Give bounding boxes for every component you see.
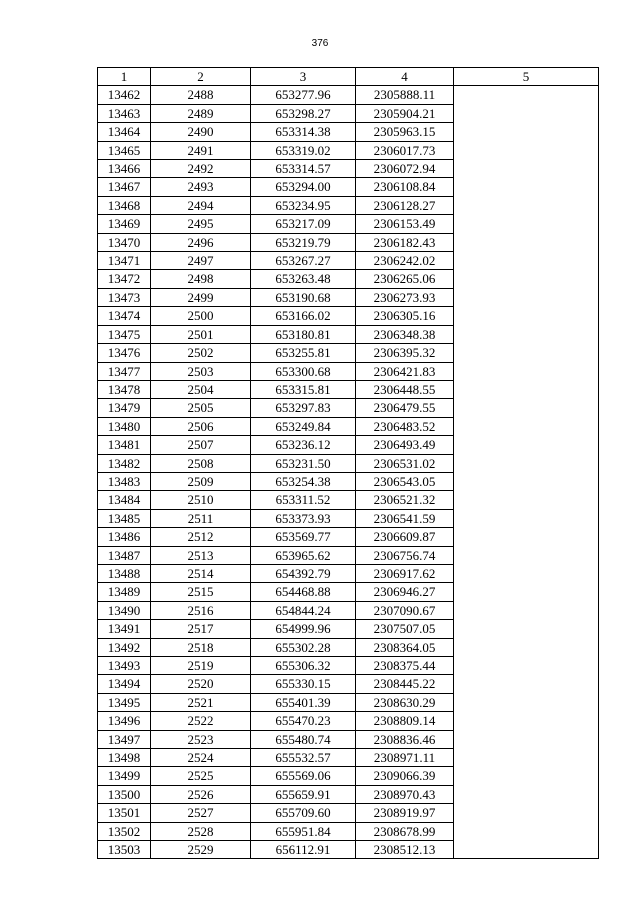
table-cell: 2522 (151, 712, 251, 730)
table-cell: 2512 (151, 528, 251, 546)
table-cell: 653569.77 (251, 528, 356, 546)
table-cell: 2524 (151, 749, 251, 767)
table-cell: 2518 (151, 638, 251, 656)
coordinates-table (97, 67, 599, 859)
table-cell: 13466 (98, 160, 151, 178)
table-cell: 655302.28 (251, 638, 356, 656)
table-cell: 2490 (151, 123, 251, 141)
table-cell: 2306541.59 (356, 509, 454, 527)
table-cell: 654844.24 (251, 601, 356, 619)
table-cell: 2306265.06 (356, 270, 454, 288)
table-cell: 13498 (98, 749, 151, 767)
table-cell: 2305904.21 (356, 104, 454, 122)
table-cell: 13489 (98, 583, 151, 601)
table-cell: 653314.38 (251, 123, 356, 141)
table-cell: 2491 (151, 141, 251, 159)
table-cell: 2527 (151, 804, 251, 822)
table-cell: 2514 (151, 564, 251, 582)
table-cell: 13465 (98, 141, 151, 159)
table-cell: 2306483.52 (356, 417, 454, 435)
table-cell: 2306128.27 (356, 196, 454, 214)
table-cell: 13493 (98, 657, 151, 675)
table-cell: 2528 (151, 822, 251, 840)
table-cell: 2306305.16 (356, 307, 454, 325)
table-cell: 653319.02 (251, 141, 356, 159)
table-cell: 2306108.84 (356, 178, 454, 196)
table-cell: 13486 (98, 528, 151, 546)
table-cell: 655470.23 (251, 712, 356, 730)
table-cell: 13497 (98, 730, 151, 748)
table-cell: 653314.57 (251, 160, 356, 178)
table-cell: 2520 (151, 675, 251, 693)
table-cell: 13483 (98, 472, 151, 490)
table-cell: 2308836.46 (356, 730, 454, 748)
column-header: 2 (151, 68, 251, 86)
table-cell: 655951.84 (251, 822, 356, 840)
table-cell: 13503 (98, 841, 151, 859)
table-cell: 653298.27 (251, 104, 356, 122)
column-header: 1 (98, 68, 151, 86)
table-cell: 2501 (151, 325, 251, 343)
table-cell: 13475 (98, 325, 151, 343)
table-cell: 653311.52 (251, 491, 356, 509)
table-cell: 653300.68 (251, 362, 356, 380)
column-header: 4 (356, 68, 454, 86)
table-cell: 653190.68 (251, 288, 356, 306)
table-cell: 13472 (98, 270, 151, 288)
table-cell: 653236.12 (251, 436, 356, 454)
table-cell: 2521 (151, 693, 251, 711)
table-cell: 2306521.32 (356, 491, 454, 509)
table-cell: 13502 (98, 822, 151, 840)
table-cell: 654468.88 (251, 583, 356, 601)
table-cell: 655306.32 (251, 657, 356, 675)
table-cell: 653294.00 (251, 178, 356, 196)
table-row (98, 86, 599, 104)
table-cell: 653373.93 (251, 509, 356, 527)
table-cell: 2308971.11 (356, 749, 454, 767)
table-cell: 13480 (98, 417, 151, 435)
table-cell: 13479 (98, 399, 151, 417)
table-cell: 13487 (98, 546, 151, 564)
table-cell: 653166.02 (251, 307, 356, 325)
table-cell: 2306479.55 (356, 399, 454, 417)
table-cell: 2495 (151, 215, 251, 233)
table-cell: 2306609.87 (356, 528, 454, 546)
table-cell: 2306242.02 (356, 252, 454, 270)
table-cell: 656112.91 (251, 841, 356, 859)
table-cell: 653180.81 (251, 325, 356, 343)
table-cell: 2503 (151, 362, 251, 380)
table-cell: 2306543.05 (356, 472, 454, 490)
table-cell: 2511 (151, 509, 251, 527)
table-cell: 655330.15 (251, 675, 356, 693)
table-cell: 2306448.55 (356, 380, 454, 398)
table-cell: 2308809.14 (356, 712, 454, 730)
table-cell: 2509 (151, 472, 251, 490)
table-cell: 653277.96 (251, 86, 356, 104)
table-cell: 2306153.49 (356, 215, 454, 233)
table-cell: 13471 (98, 252, 151, 270)
column-header: 3 (251, 68, 356, 86)
table-cell: 2525 (151, 767, 251, 785)
table-cell: 13494 (98, 675, 151, 693)
table-cell: 2307090.67 (356, 601, 454, 619)
table-cell: 13470 (98, 233, 151, 251)
table-cell: 653249.84 (251, 417, 356, 435)
table-cell: 2516 (151, 601, 251, 619)
table-cell: 2506 (151, 417, 251, 435)
table-cell: 13500 (98, 785, 151, 803)
table-cell: 655401.39 (251, 693, 356, 711)
table-cell: 13484 (98, 491, 151, 509)
table-cell: 13482 (98, 454, 151, 472)
table-cell: 13492 (98, 638, 151, 656)
table-cell: 2508 (151, 454, 251, 472)
table-cell: 13476 (98, 344, 151, 362)
table-cell: 2305963.15 (356, 123, 454, 141)
table-cell: 655532.57 (251, 749, 356, 767)
table-cell: 2499 (151, 288, 251, 306)
table-cell: 653267.27 (251, 252, 356, 270)
table-cell: 13473 (98, 288, 151, 306)
table-cell: 653234.95 (251, 196, 356, 214)
table-cell: 13496 (98, 712, 151, 730)
table-cell: 2519 (151, 657, 251, 675)
table-cell: 2526 (151, 785, 251, 803)
table-cell: 2305888.11 (356, 86, 454, 104)
table-cell: 13499 (98, 767, 151, 785)
table-cell: 13491 (98, 620, 151, 638)
table-cell: 2517 (151, 620, 251, 638)
table-cell: 2489 (151, 104, 251, 122)
table-header-row (98, 68, 599, 86)
table-cell: 655709.60 (251, 804, 356, 822)
table-cell: 13468 (98, 196, 151, 214)
table-cell: 2494 (151, 196, 251, 214)
table-cell: 13501 (98, 804, 151, 822)
table-cell: 2306946.27 (356, 583, 454, 601)
table-cell: 2488 (151, 86, 251, 104)
table-cell: 13488 (98, 564, 151, 582)
table-cell: 13463 (98, 104, 151, 122)
table-cell: 2493 (151, 178, 251, 196)
table-cell: 13478 (98, 380, 151, 398)
table-cell: 2308919.97 (356, 804, 454, 822)
table-cell: 13474 (98, 307, 151, 325)
table-cell: 2309066.39 (356, 767, 454, 785)
table-cell: 13490 (98, 601, 151, 619)
table-cell: 653255.81 (251, 344, 356, 362)
table-cell: 2306917.62 (356, 564, 454, 582)
table-body (98, 86, 599, 859)
table-cell: 653297.83 (251, 399, 356, 417)
table-cell: 2308364.05 (356, 638, 454, 656)
table-cell: 654392.79 (251, 564, 356, 582)
table-cell: 13467 (98, 178, 151, 196)
table-cell: 13495 (98, 693, 151, 711)
table-cell: 2515 (151, 583, 251, 601)
table-cell: 2308678.99 (356, 822, 454, 840)
table-cell: 653965.62 (251, 546, 356, 564)
table-cell: 2307507.05 (356, 620, 454, 638)
column-header: 5 (454, 68, 599, 86)
table-cell: 2306421.83 (356, 362, 454, 380)
table-cell: 2492 (151, 160, 251, 178)
table-cell: 2505 (151, 399, 251, 417)
table-cell: 2497 (151, 252, 251, 270)
table-cell: 2513 (151, 546, 251, 564)
table-cell: 2306182.43 (356, 233, 454, 251)
table-cell: 2306273.93 (356, 288, 454, 306)
table-cell: 655569.06 (251, 767, 356, 785)
table-cell: 2306072.94 (356, 160, 454, 178)
table-cell: 2306395.32 (356, 344, 454, 362)
table-cell: 2308512.13 (356, 841, 454, 859)
table-cell: 653315.81 (251, 380, 356, 398)
table-cell: 2306348.38 (356, 325, 454, 343)
table-cell: 2306493.49 (356, 436, 454, 454)
column-5-cell (454, 86, 599, 859)
table-cell: 653254.38 (251, 472, 356, 490)
table-cell: 2308375.44 (356, 657, 454, 675)
table-cell: 655480.74 (251, 730, 356, 748)
table-cell: 653231.50 (251, 454, 356, 472)
table-cell: 2498 (151, 270, 251, 288)
table-cell: 2308445.22 (356, 675, 454, 693)
table-cell: 653217.09 (251, 215, 356, 233)
table-cell: 13477 (98, 362, 151, 380)
table-cell: 13481 (98, 436, 151, 454)
table-cell: 654999.96 (251, 620, 356, 638)
table-cell: 13464 (98, 123, 151, 141)
table-cell: 2308970.43 (356, 785, 454, 803)
table-cell: 2306531.02 (356, 454, 454, 472)
table-cell: 2306017.73 (356, 141, 454, 159)
table-cell: 2529 (151, 841, 251, 859)
table-cell: 2308630.29 (356, 693, 454, 711)
table-cell: 13485 (98, 509, 151, 527)
table-cell: 2500 (151, 307, 251, 325)
table-cell: 2496 (151, 233, 251, 251)
table-cell: 13462 (98, 86, 151, 104)
table-cell: 2523 (151, 730, 251, 748)
table-cell: 2502 (151, 344, 251, 362)
table-cell: 653219.79 (251, 233, 356, 251)
table-cell: 2507 (151, 436, 251, 454)
table-cell: 13469 (98, 215, 151, 233)
table-cell: 2504 (151, 380, 251, 398)
table-cell: 2510 (151, 491, 251, 509)
table-cell: 655659.91 (251, 785, 356, 803)
page-number: 376 (311, 38, 329, 49)
table-cell: 653263.48 (251, 270, 356, 288)
table-cell: 2306756.74 (356, 546, 454, 564)
